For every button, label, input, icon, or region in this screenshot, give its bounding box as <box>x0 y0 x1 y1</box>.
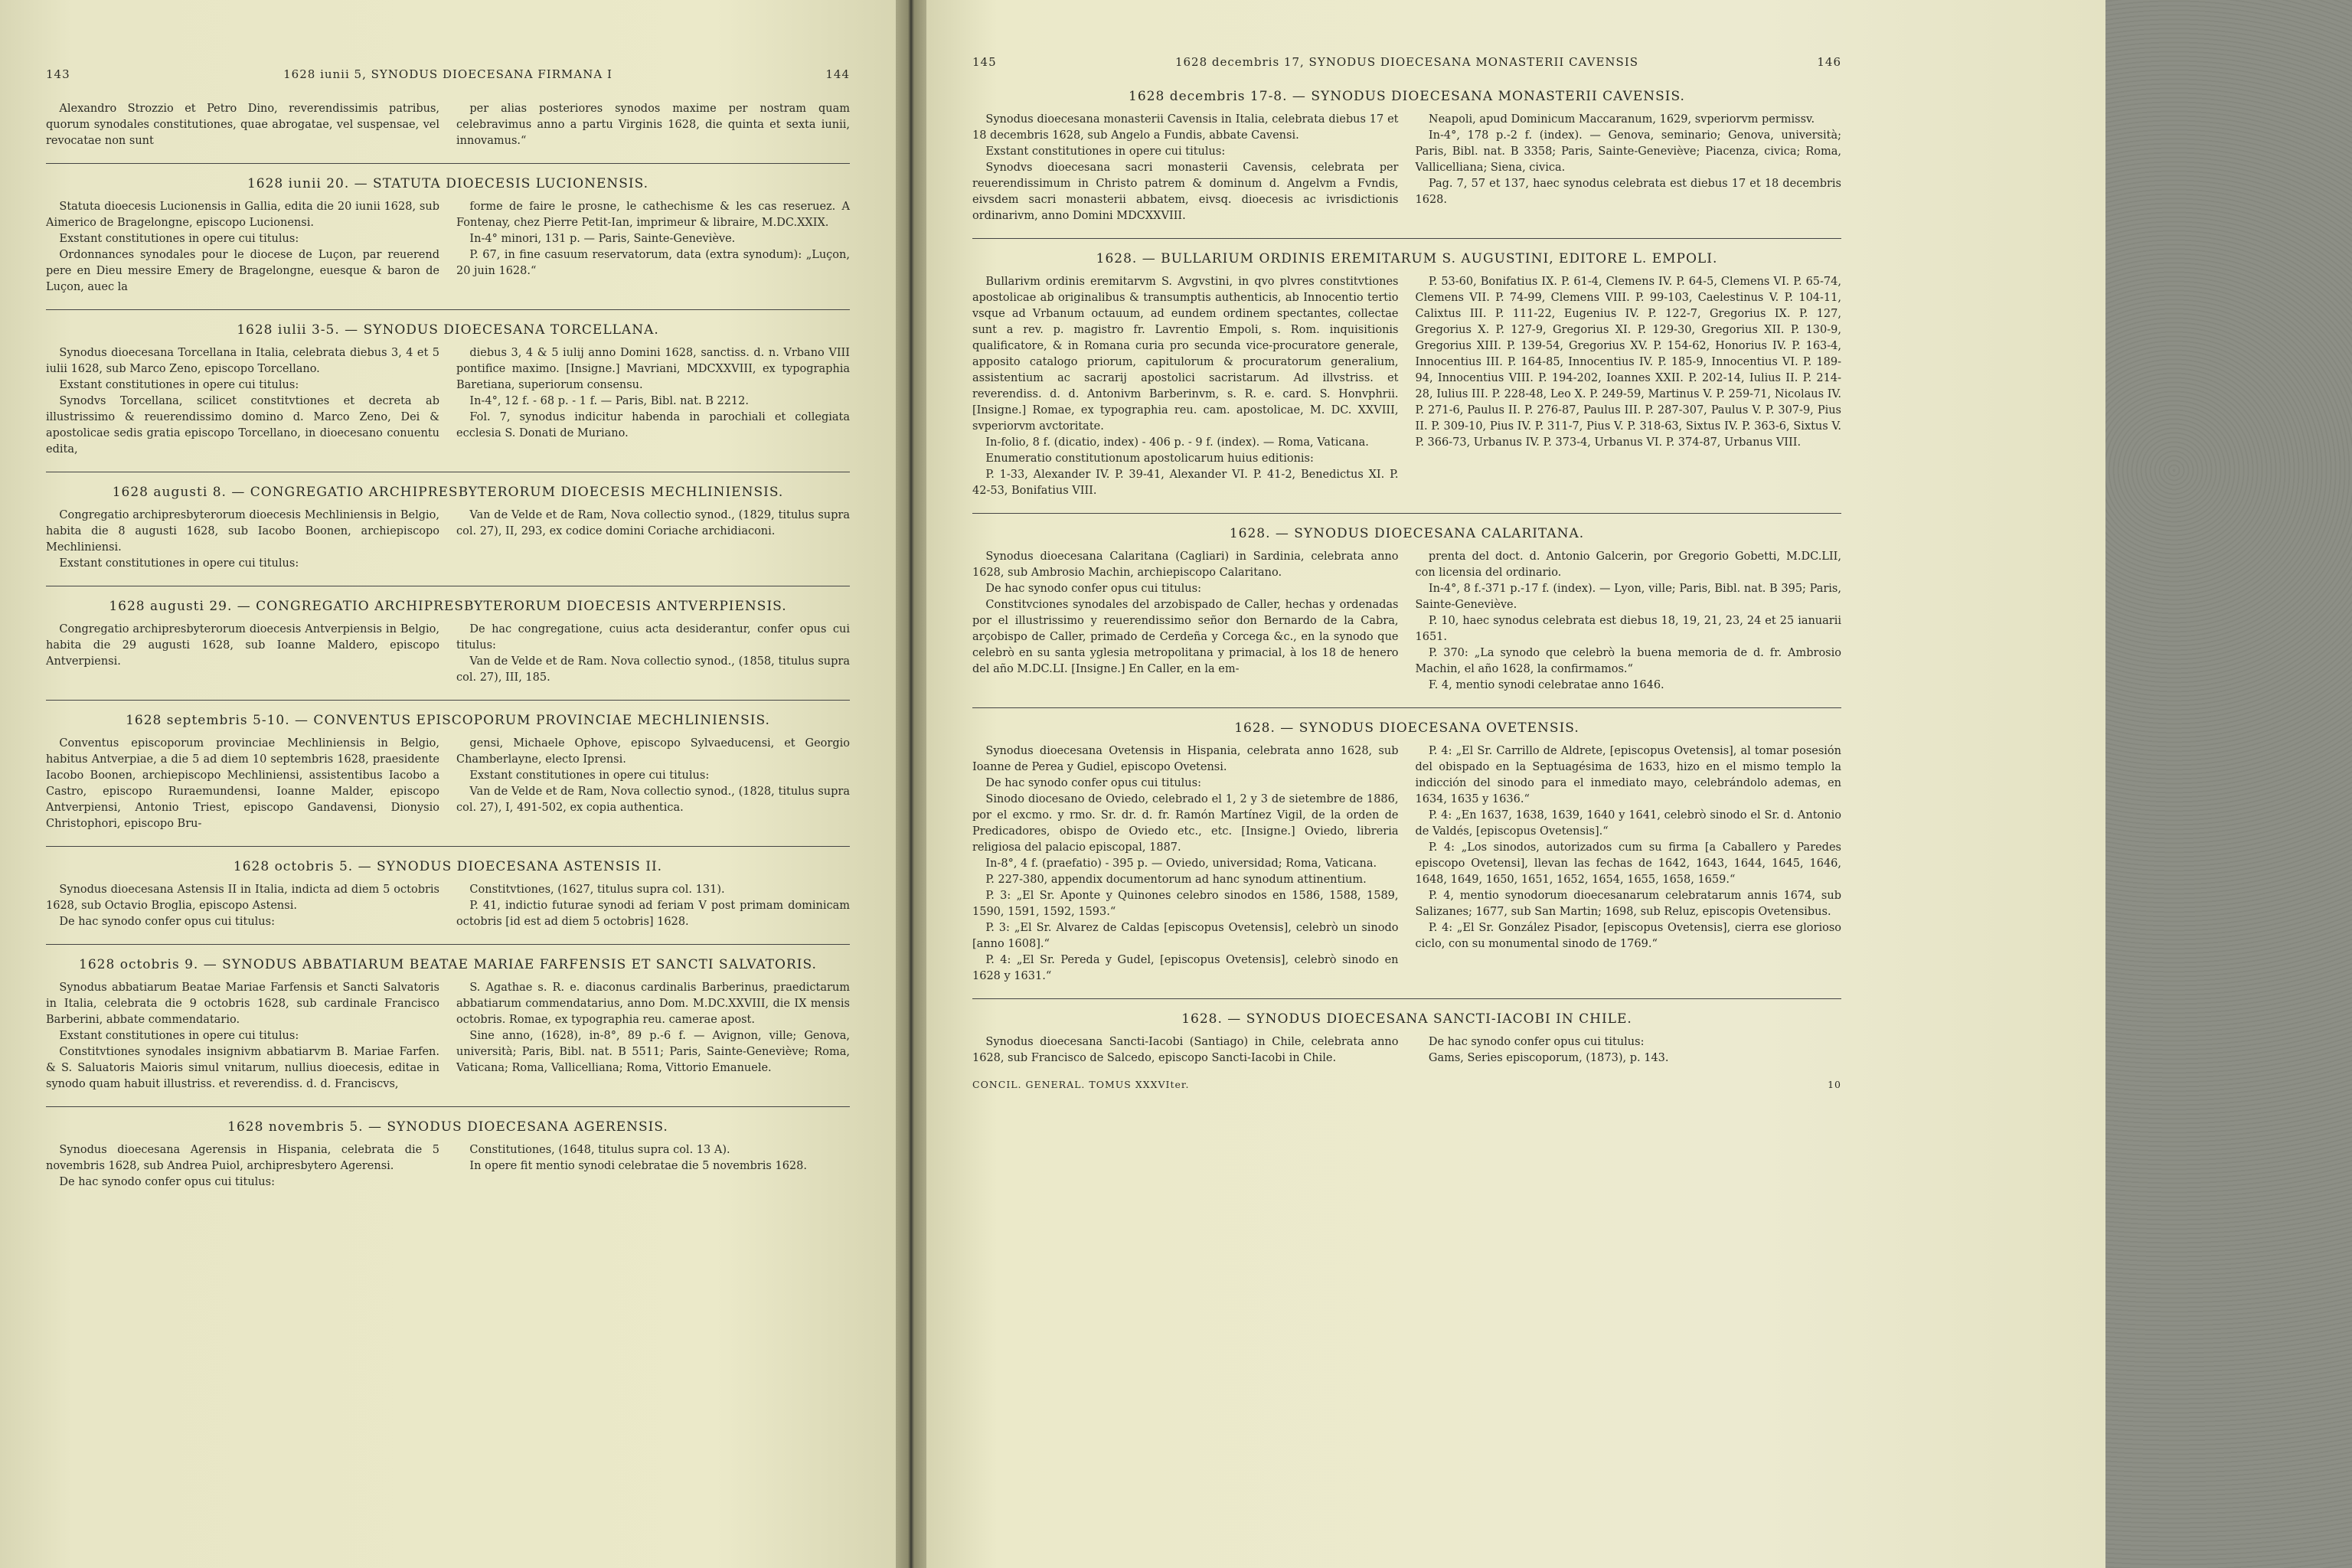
right-entries <box>972 89 1841 1067</box>
entry-columns <box>972 549 1841 694</box>
paragraph: Synodus abbatiarum Beatae Mariae Farfensis et Sancti Salvatoris in Italia, celebrata die 9 octobris 1628, sub cardinale Francisco Barberini, abbate commendatario. <box>46 982 439 1026</box>
paragraph: P. 10, haec synodus celebrata est diebus 18, 19, 21, 23, 24 et 25 ianuarii 1651. <box>1415 615 1841 643</box>
entry-heading: 1628 septembris 5-10. — CONVENTUS EPISCOPORUM PROVINCIAE MECHLINIENSIS. <box>126 713 770 728</box>
paragraph: De hac congregatione, cuius acta desiderantur, confer opus cui titulus: <box>456 623 850 652</box>
paragraph: In-4°, 178 p.-2 f. (index). — Genova, seminario; Genova, università; Paris, Bibl. nat. B 3358; Paris, Sainte-Geneviève; Piacenza, civica; Roma, Vallicelliana; Siena, civica. <box>1415 129 1841 174</box>
text-column <box>46 508 439 572</box>
left-entries <box>46 101 850 1191</box>
bibliographic-entry <box>972 998 1841 1067</box>
paragraph: P. 3: „El Sr. Aponte y Quinones celebro sinodos en 1586, 1588, 1589, 1590, 1591, 1592, 1593.“ <box>972 890 1399 918</box>
gathering-number: 10 <box>1828 1079 1841 1090</box>
text-column <box>46 101 439 149</box>
text-column <box>46 622 439 686</box>
running-header-right <box>972 55 1841 69</box>
paragraph: gensi, Michaele Ophove, episcopo Sylvaeducensi, et Georgio Chamberlayne, electo Iprensi. <box>456 737 850 766</box>
text-column <box>1416 1034 1842 1067</box>
paragraph: Synodvs Torcellana, scilicet constitvtiones et decreta ab illustrissimo & reuerendissimo domino d. Marco Zeno, Dei & apostolicae sedis gratia episcopo Torcellano, in dioecesano conuentu edita, <box>46 395 439 456</box>
background-surface <box>2098 0 2352 1568</box>
paragraph: Synodus dioecesana Agerensis in Hispania, celebrata die 5 novembris 1628, sub Andrea Puiol, archipresbytero Agerensi. <box>46 1144 439 1172</box>
paragraph: Exstant constitutiones in opere cui titulus: <box>59 233 299 245</box>
text-column <box>1416 112 1842 224</box>
bibliographic-entry <box>46 944 850 1093</box>
text-column <box>46 199 439 296</box>
paragraph: Constitvciones synodales del arzobispado de Caller, hechas y ordenadas por el illustrissimo y reuerendissimo señor don Bernardo de la Cabra, arçobispo de Caller, primado de Cerdeña y Corcega &c., en la synodo que celebrò en su santa yglesia metropolitana y primacial, à los 18 de henero del año M.DC.LI. [Insigne.] En Caller, en la em- <box>972 599 1399 675</box>
paragraph: De hac synodo confer opus cui titulus: <box>59 1176 275 1188</box>
entry-columns <box>46 199 850 296</box>
text-column <box>46 980 439 1093</box>
paragraph: F. 4, mentio synodi celebratae anno 1646. <box>1428 679 1664 691</box>
text-column <box>456 980 850 1093</box>
paragraph: Van de Velde et de Ram. Nova collectio synod., (1858, titulus supra col. 27), III, 185. <box>456 655 850 684</box>
paragraph: P. 4: „El Sr. Carrillo de Aldrete, [episcopus Ovetensis], al tomar posesión del obispado en la Septuagésima de 1633, hizo en el mismo templo la indicción del sinodo para el inmediato mayo, celebrándolo ademas, en 1634, 1635 y 1636.“ <box>1415 745 1841 805</box>
paragraph: P. 41, indictio futurae synodi ad feriam V post primam dominicam octobris [id est ad diem 5 octobris] 1628. <box>456 900 850 928</box>
entry-columns <box>46 622 850 686</box>
paragraph: Synodus dioecesana Torcellana in Italia, celebrata diebus 3, 4 et 5 iulii 1628, sub Marco Zeno, episcopo Torcellano. <box>46 347 439 375</box>
paragraph: Exstant constitutiones in opere cui titulus: <box>59 379 299 391</box>
text-column <box>456 882 850 930</box>
paragraph: diebus 3, 4 & 5 iulij anno Domini 1628, sanctiss. d. n. Vrbano VIII pontifice maximo. [Insigne.] Mavriani, MDCXXVIII, ex typographia Baretiana, superiorum consensu. <box>456 347 850 391</box>
column-number: 146 <box>1817 55 1841 69</box>
paragraph: Conventus episcoporum provinciae Mechliniensis in Belgio, habitus Antverpiae, a die 5 ad diem 10 septembris 1628, praesidente Iacobo Boonen, archiepiscopo Mechliniensi, assistentibus Iacobo a Castro, episcopo Ruraemundensi, Ioanne Malder, episcopo Antverpiensi, Antonio Triest, episcopo Gandavensi, Dionysio Christophori, episcopo Bru- <box>46 737 439 830</box>
paragraph: P. 370: „La synodo que celebrò la buena memoria de d. fr. Ambrosio Machin, el año 1628, la confirmamos.“ <box>1415 647 1841 675</box>
entry-columns <box>46 736 850 832</box>
running-header-left <box>46 67 850 81</box>
right-page <box>926 0 2105 1568</box>
paragraph: Gams, Series episcoporum, (1873), p. 143. <box>1428 1052 1669 1064</box>
paragraph: P. 3: „El Sr. Alvarez de Caldas [episcopus Ovetensis], celebrò un sinodo [anno 1608].“ <box>972 922 1399 950</box>
entry-columns <box>972 112 1841 224</box>
paragraph: Exstant constitutiones in opere cui titulus: <box>59 1030 299 1042</box>
entry-heading: 1628. — SYNODUS DIOECESANA CALARITANA. <box>1229 526 1585 541</box>
text-column <box>46 1142 439 1191</box>
column-number: 144 <box>825 67 850 81</box>
entry-columns <box>972 743 1841 985</box>
entry-columns <box>46 882 850 930</box>
paragraph: In-8°, 4 f. (praefatio) - 395 p. — Oviedo, universidad; Roma, Vaticana. <box>985 858 1377 870</box>
paragraph: Synodvs dioecesana sacri monasterii Cavensis, celebrata per reuerendissimum in Christo patrem & dominum d. Angelvm a Fvndis, eivsdem sacri monasterii abbatem, eivsq. dioecesis ac ivrisdictionis ordinarivm, anno Domini MDCXXVIII. <box>972 162 1399 222</box>
entry-heading: 1628 novembris 5. — SYNODUS DIOECESANA AGERENSIS. <box>227 1119 668 1135</box>
paragraph: P. 4: „Los sinodos, autorizados cum su firma [a Caballero y Paredes episcopo Ovetensi], llevan las fechas de 1642, 1643, 1644, 1645, 1646, 1648, 1649, 1650, 1651, 1652, 1654, 1655, 1658, 1659.“ <box>1415 841 1841 886</box>
paragraph: Alexandro Strozzio et Petro Dino, reverendissimis patribus, quorum synodales constitutiones, quae abrogatae, vel suspensae, vel revocatae non sunt <box>46 103 439 147</box>
text-column <box>972 274 1399 499</box>
paragraph: In-4° minori, 131 p. — Paris, Sainte-Geneviève. <box>469 233 736 245</box>
paragraph: P. 53-60, Bonifatius IX. P. 61-4, Clemens IV. P. 64-5, Clemens VI. P. 65-74, Clemens VII. P. 74-99, Clemens VIII. P. 99-103, Caelestinus V. P. 104-11, Calixtus III. P. 111-22, Eugenius IV. P. 122-7, Gregorius IX. P. 127, Gregorius X. P. 127-9, Gregorius XI. P. 129-30, Gregorius XII. P. 130-9, Gregorius XIII. P. 139-54, Gregorius XV. P. 154-62, Honorius IV. P. 163-4, Innocentius III. P. 164-85, Innocentius IV. P. 185-9, Innocentius VI. P. 189-94, Innocentius VIII. P. 194-202, Ioannes XXII. P. 202-14, Iulius II. P. 214-28, Iulius III. P. 228-48, Leo X. P. 249-59, Martinus V. P. 259-71, Nicolaus IV. P. 271-6, Paulus II. P. 276-87, Paulus III. P. 287-307, Paulus V. P. 307-9, Pius II. P. 309-10, Pius IV. P. 311-7, Pius V. P. 318-63, Sixtus IV. P. 363-6, Sixtus V. P. 366-73, Urbanus IV. P. 373-4, Urbanus VI. P. 374-87, Urbanus VIII. <box>1415 276 1841 449</box>
paragraph: De hac synodo confer opus cui titulus: <box>1428 1036 1645 1048</box>
entry-columns <box>972 1034 1841 1067</box>
text-column <box>46 882 439 930</box>
paragraph: Exstant constitutiones in opere cui titulus: <box>985 145 1226 158</box>
page-footer <box>972 1079 1841 1090</box>
text-column <box>972 1034 1399 1067</box>
column-number: 145 <box>972 55 997 69</box>
bibliographic-entry <box>972 89 1841 224</box>
paragraph: Exstant constitutiones in opere cui titulus: <box>469 769 710 782</box>
paragraph: Van de Velde et de Ram, Nova collectio synod., (1829, titulus supra col. 27), II, 293, ex codice domini Coriache archidiaconi. <box>456 509 850 537</box>
text-column <box>1416 549 1842 694</box>
paragraph: prenta del doct. d. Antonio Galcerin, por Gregorio Gobetti, M.DC.LII, con licensia del ordinario. <box>1415 550 1841 579</box>
bibliographic-entry <box>46 101 850 149</box>
text-column <box>972 743 1399 985</box>
bibliographic-entry <box>46 700 850 832</box>
bibliographic-entry <box>46 586 850 686</box>
bibliographic-entry <box>46 309 850 458</box>
entry-heading: 1628 decembris 17-8. — SYNODUS DIOECESANA MONASTERII CAVENSIS. <box>1129 89 1685 104</box>
text-column <box>456 199 850 296</box>
text-column <box>456 622 850 686</box>
paragraph: Sinodo diocesano de Oviedo, celebrado el 1, 2 y 3 de sietembre de 1886, por el excmo. y rmo. Sr. dr. d. fr. Ramón Martínez Vigil, de la orden de Predicadores, obispo de Oviedo etc., etc. [Insigne.] Oviedo, libreria religiosa del palacio episcopal, 1887. <box>972 793 1399 854</box>
running-head-title: 1628 decembris 17, SYNODUS DIOECESANA MONASTERII CAVENSIS <box>1174 55 1639 69</box>
paragraph: Constitvtiones synodales insignivm abbatiarvm B. Mariae Farfen. & S. Saluatoris Maioris simul vnitarum, nullius dioecesis, editae in synodo quam habuit illustriss. et reverendiss. d. d. Franciscvs, <box>46 1046 439 1090</box>
entry-heading: 1628. — SYNODUS DIOECESANA OVETENSIS. <box>1234 720 1579 736</box>
paragraph: In-4°, 8 f.-371 p.-17 f. (index). — Lyon, ville; Paris, Bibl. nat. B 395; Paris, Sainte-Geneviève. <box>1415 583 1841 611</box>
text-column <box>1416 743 1842 985</box>
paragraph: P. 4: „El Sr. González Pisador, [episcopus Ovetensis], cierra ese glorioso ciclo, con su monumental sinodo de 1769.“ <box>1415 922 1841 950</box>
paragraph: Bullarivm ordinis eremitarvm S. Avgvstini, in qvo plvres constitvtiones apostolicae ab originalibus & transumptis authenticis, ab Innocentio tertio vsque ad Vrbanum octauum, ad eundem ordinem spectantes, collectae sunt a rev. p. magistro fr. Lavrentio Empoli, s. Rom. inquisitionis qualificatore, & in Romana curia pro secunda vice-procuratore generale, apposito catalogo priorum, capitulorum & procuratorum generalium, assistentium ac sacrarij apostolici sacristarum. Ad illvstriss. et reverendiss. d. d. Antonivm Barberinvm, s. R. e. card. S. Honvphrii. [Insigne.] Romae, ex typographia reu. cam. apostolicae, M. DC. XXVIII, svperiorvm avctoritate. <box>972 276 1399 433</box>
paragraph: Sine anno, (1628), in-8°, 89 p.-6 f. — Avignon, ville; Genova, università; Paris, Bibl. nat. B 5511; Paris, Sainte-Geneviève; Roma, Vaticana; Roma, Vallicelliana; Roma, Vittorio Emanuele. <box>456 1030 850 1074</box>
paragraph: De hac synodo confer opus cui titulus: <box>985 777 1201 789</box>
paragraph: Synodus dioecesana Astensis II in Italia, indicta ad diem 5 octobris 1628, sub Octavio Broglia, episcopo Astensi. <box>46 884 439 912</box>
paragraph: Van de Velde et de Ram, Nova collectio synod., (1828, titulus supra col. 27), I, 491-502, ex copia authentica. <box>456 786 850 814</box>
paragraph: Constitutiones, (1648, titulus supra col. 13 A). <box>469 1144 730 1156</box>
bibliographic-entry <box>46 1106 850 1191</box>
paragraph: Ordonnances synodales pour le diocese de Luçon, par reuerend pere en Dieu messire Emery de Bragelongne, euesque & baron de Luçon, auec la <box>46 249 439 293</box>
paragraph: Synodus dioecesana Sancti-Iacobi (Santiago) in Chile, celebrata anno 1628, sub Francisco de Salcedo, episcopo Sancti-Iacobi in Chile. <box>972 1036 1399 1064</box>
paragraph: In opere fit mentio synodi celebratae die 5 novembris 1628. <box>469 1160 807 1172</box>
bibliographic-entry <box>972 513 1841 694</box>
paragraph: forme de faire le prosne, le cathechisme & les cas reseruez. A Fontenay, chez Pierre Petit-Ian, imprimeur & libraire, M.DC.XXIX. <box>456 201 850 229</box>
paragraph: per alias posteriores synodos maxime per nostram quam celebravimus anno a partu Virginis 1628, die quinta et sexta iunii, innovamus.“ <box>456 103 850 147</box>
entry-columns <box>46 101 850 149</box>
entry-columns <box>46 980 850 1093</box>
entry-columns <box>46 345 850 458</box>
paragraph: Exstant constitutiones in opere cui titulus: <box>59 557 299 570</box>
entry-heading: 1628. — BULLARIUM ORDINIS EREMITARUM S. AUGUSTINI, EDITORE L. EMPOLI. <box>1096 251 1718 266</box>
paragraph: De hac synodo confer opus cui titulus: <box>59 916 275 928</box>
paragraph: Enumeratio constitutionum apostolicarum huius editionis: <box>985 452 1314 465</box>
entry-columns <box>46 1142 850 1191</box>
text-column <box>456 508 850 572</box>
entry-heading: 1628 augusti 8. — CONGREGATIO ARCHIPRESBYTERORUM DIOECESIS MECHLINIENSIS. <box>112 485 784 500</box>
bibliographic-entry <box>46 163 850 296</box>
paragraph: Neapoli, apud Dominicum Maccaranum, 1629, svperiorvm permissv. <box>1428 113 1815 126</box>
paragraph: Synodus dioecesana Calaritana (Cagliari) in Sardinia, celebrata anno 1628, sub Ambrosio Machin, archiepiscopo Calaritano. <box>972 550 1399 579</box>
paragraph: Statuta dioecesis Lucionensis in Gallia, edita die 20 iunii 1628, sub Aimerico de Bragelongne, episcopo Lucionensi. <box>46 201 439 229</box>
paragraph: Fol. 7, synodus indicitur habenda in parochiali et collegiata ecclesia S. Donati de Muriano. <box>456 411 850 439</box>
running-head-title: 1628 iunii 5, SYNODUS DIOECESANA FIRMANA I <box>283 67 612 81</box>
entry-heading: 1628 octobris 5. — SYNODUS DIOECESANA ASTENSIS II. <box>233 859 663 874</box>
paragraph: Synodus dioecesana monasterii Cavensis in Italia, celebrata diebus 17 et 18 decembris 1628, sub Angelo a Fundis, abbate Cavensi. <box>972 113 1399 142</box>
text-column <box>46 736 439 832</box>
entry-heading: 1628 iulii 3-5. — SYNODUS DIOECESANA TORCELLANA. <box>237 322 659 338</box>
paragraph: Pag. 7, 57 et 137, haec synodus celebrata est diebus 17 et 18 decembris 1628. <box>1415 178 1841 206</box>
paragraph: De hac synodo confer opus cui titulus: <box>985 583 1201 595</box>
paragraph: P. 4: „En 1637, 1638, 1639, 1640 y 1641, celebrò sinodo el Sr. d. Antonio de Valdés, [episcopus Ovetensis].“ <box>1415 809 1841 838</box>
entry-heading: 1628 octobris 9. — SYNODUS ABBATIARUM BEATAE MARIAE FARFENSIS ET SANCTI SALVATORIS. <box>79 957 817 972</box>
paragraph: In-folio, 8 f. (dicatio, index) - 406 p. - 9 f. (index). — Roma, Vaticana. <box>985 436 1369 449</box>
text-column <box>456 736 850 832</box>
bibliographic-entry <box>46 472 850 572</box>
paragraph: P. 1-33, Alexander IV. P. 39-41, Alexander VI. P. 41-2, Benedictus XI. P. 42-53, Bonifatius VIII. <box>972 469 1399 497</box>
text-column <box>456 345 850 458</box>
bibliographic-entry <box>972 707 1841 985</box>
entry-columns <box>46 508 850 572</box>
entry-heading: 1628 augusti 29. — CONGREGATIO ARCHIPRESBYTERORUM DIOECESIS ANTVERPIENSIS. <box>109 599 787 614</box>
paragraph: S. Agathae s. R. e. diaconus cardinalis Barberinus, praedictarum abbatiarum commendatarius, anno Dom. M.DC.XXVIII, die IX mensis octobris. Romae, ex typographia reu. camerae apost. <box>456 982 850 1026</box>
entry-heading: 1628 iunii 20. — STATUTA DIOECESIS LUCIONENSIS. <box>247 176 649 191</box>
paragraph: P. 4, mentio synodorum dioecesanarum celebratarum annis 1674, sub Salizanes; 1677, sub San Martin; 1698, sub Reluz, episcopis Ovetensibus. <box>1415 890 1841 918</box>
paragraph: P. 227-380, appendix documentorum ad hanc synodum attinentium. <box>985 874 1367 886</box>
paragraph: Constitvtiones, (1627, titulus supra col. 131). <box>469 884 725 896</box>
paragraph: Synodus dioecesana Ovetensis in Hispania, celebrata anno 1628, sub Ioanne de Perea y Gudiel, episcopo Ovetensi. <box>972 745 1399 773</box>
bibliographic-entry <box>46 846 850 930</box>
text-column <box>46 345 439 458</box>
paragraph: Congregatio archipresbyterorum dioecesis Antverpiensis in Belgio, habita die 29 augusti 1628, sub Ioanne Maldero, episcopo Antverpiensi. <box>46 623 439 668</box>
entry-heading: 1628. — SYNODUS DIOECESANA SANCTI-IACOBI IN CHILE. <box>1181 1011 1632 1027</box>
text-column <box>456 1142 850 1191</box>
bibliographic-entry <box>972 238 1841 499</box>
entry-columns <box>972 274 1841 499</box>
signature-mark: CONCIL. GENERAL. TOMUS XXXVIter. <box>972 1079 1190 1090</box>
text-column <box>456 101 850 149</box>
paragraph: In-4°, 12 f. - 68 p. - 1 f. — Paris, Bibl. nat. B 2212. <box>469 395 749 407</box>
text-column <box>972 112 1399 224</box>
column-number: 143 <box>46 67 70 81</box>
paragraph: P. 4: „El Sr. Pereda y Gudel, [episcopus Ovetensis], celebrò sinodo en 1628 y 1631.“ <box>972 954 1399 982</box>
left-page <box>0 0 896 1568</box>
text-column <box>972 549 1399 694</box>
paragraph: Congregatio archipresbyterorum dioecesis Mechliniensis in Belgio, habita die 8 augusti 1628, sub Iacobo Boonen, archiepiscopo Mechliniensi. <box>46 509 439 554</box>
paragraph: P. 67, in fine casuum reservatorum, data (extra synodum): „Luçon, 20 juin 1628.“ <box>456 249 850 277</box>
text-column <box>1416 274 1842 499</box>
